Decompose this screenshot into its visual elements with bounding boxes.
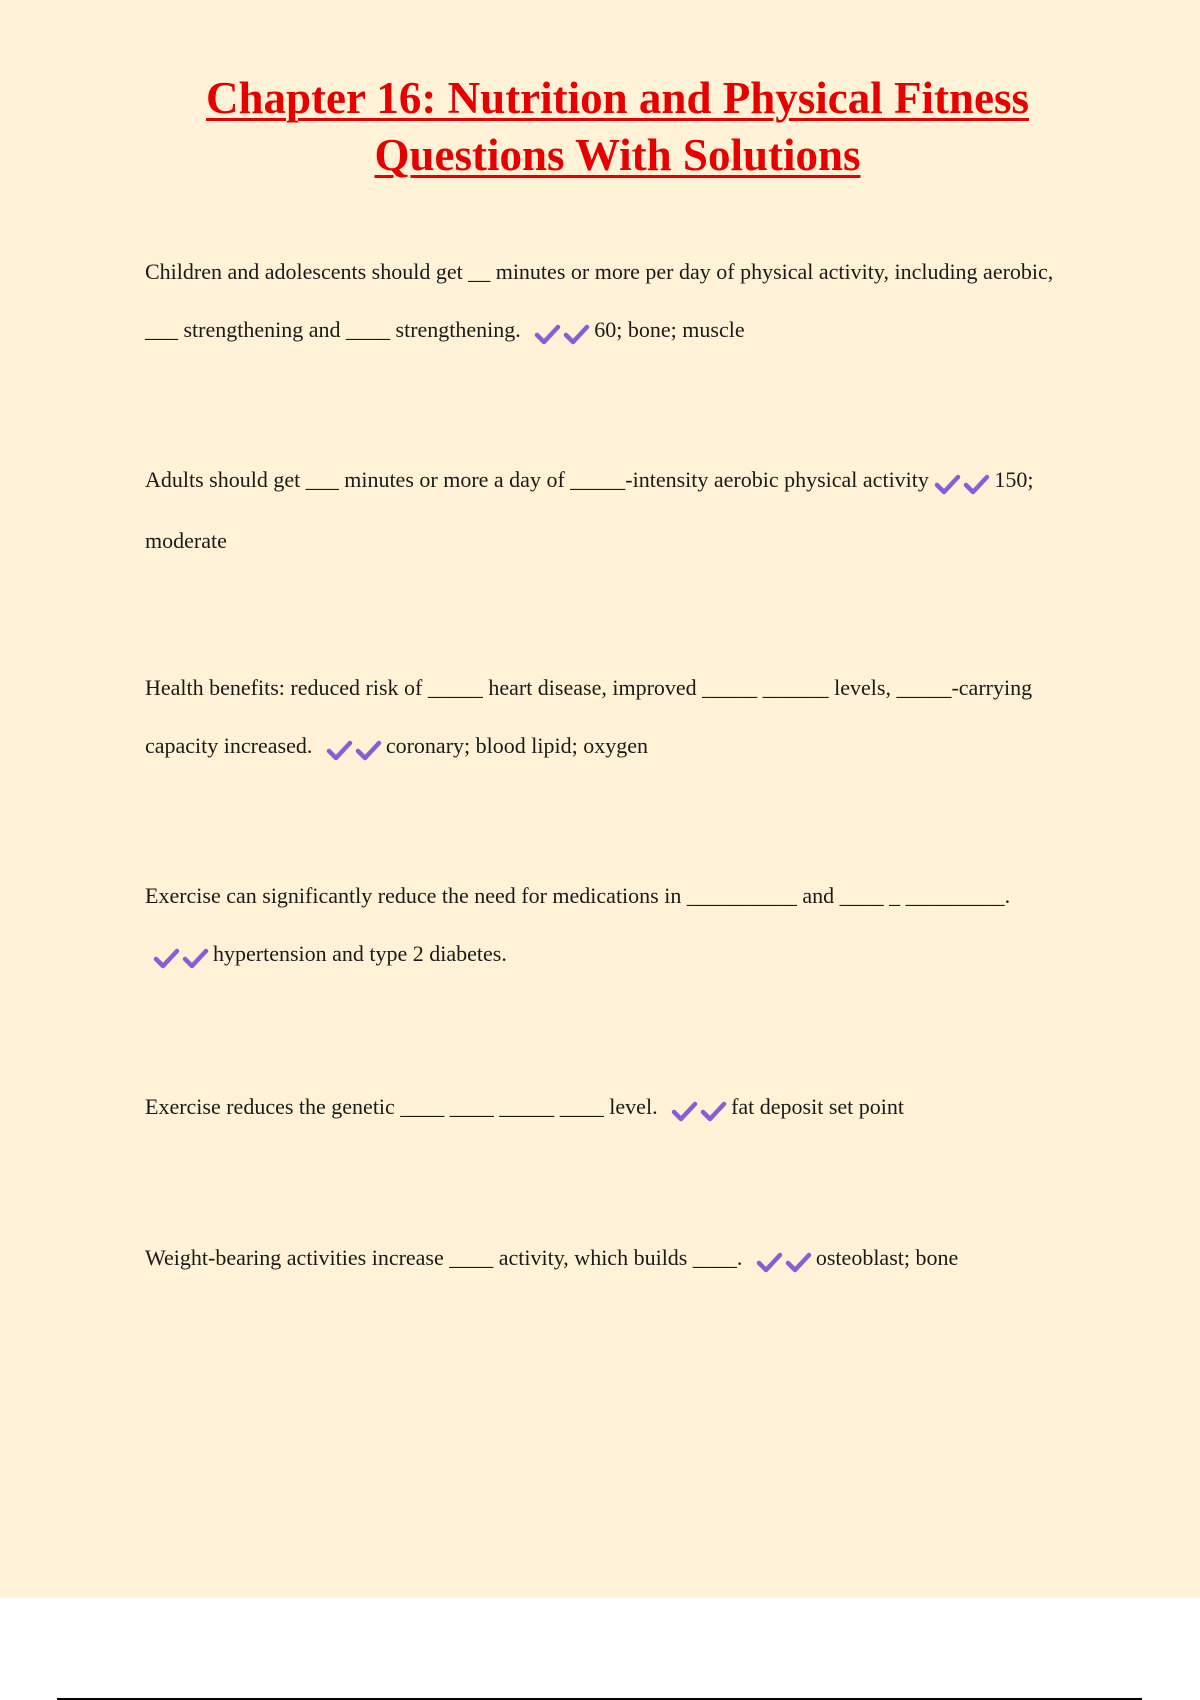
question-text: Exercise reduces the genetic ____ ____ _____ ____ level. — [145, 1094, 658, 1119]
question-2 — [145, 451, 1075, 570]
answer-checks — [756, 1232, 814, 1290]
check-mark-icon — [963, 474, 990, 495]
answer-checks — [934, 454, 992, 512]
answer-text: hypertension and type 2 diabetes. — [213, 941, 507, 966]
answer-text: 150; moderate — [145, 467, 1034, 553]
check-mark-icon — [326, 740, 353, 761]
question-3 — [145, 659, 1075, 778]
answer-checks — [534, 304, 592, 362]
question-5 — [145, 1078, 1075, 1139]
check-mark-icon — [563, 324, 590, 345]
page-title — [100, 70, 1135, 184]
question-text: Health benefits: reduced risk of _____ heart disease, improved _____ ______ levels, _____-carrying capacity increased. — [145, 675, 1033, 758]
answer-text: 60; bone; muscle — [594, 317, 745, 342]
check-mark-icon — [671, 1101, 698, 1122]
question-6 — [145, 1229, 1075, 1290]
question-text: Adults should get ___ minutes or more a day of _____-intensity aerobic physical activity — [145, 467, 929, 492]
check-mark-icon — [182, 948, 209, 969]
question-text: Children and adolescents should get __ minutes or more per day of physical activity, including aerobic, ___ strengthening and ____ strengthening. — [145, 259, 1054, 342]
answer-checks — [326, 720, 384, 778]
answer-text: fat deposit set point — [731, 1094, 904, 1119]
question-1 — [145, 243, 1075, 362]
answer-text: coronary; blood lipid; oxygen — [385, 733, 648, 758]
check-mark-icon — [534, 324, 561, 345]
answer-text: osteoblast; bone — [815, 1245, 959, 1270]
title-line-2: Questions With Solutions — [374, 130, 861, 180]
answer-checks — [153, 928, 211, 986]
question-text: Weight-bearing activities increase ____ activity, which builds ____. — [145, 1245, 743, 1270]
check-mark-icon — [756, 1252, 783, 1273]
check-mark-icon — [700, 1101, 727, 1122]
answer-checks — [671, 1081, 729, 1139]
check-mark-icon — [785, 1252, 812, 1273]
title-line-1: Chapter 16: Nutrition and Physical Fitness — [206, 73, 1029, 123]
check-mark-icon — [153, 948, 180, 969]
question-text: Exercise can significantly reduce the need for medications in __________ and ____ _ _________. — [145, 883, 1011, 908]
check-mark-icon — [355, 740, 382, 761]
check-mark-icon — [934, 474, 961, 495]
question-4 — [145, 867, 1075, 986]
